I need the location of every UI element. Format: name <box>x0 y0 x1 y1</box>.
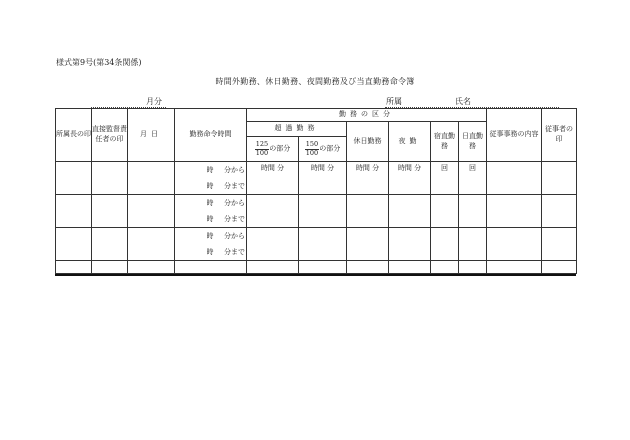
supervisor-seal-cell[interactable] <box>92 228 128 261</box>
overtime-150-cell[interactable] <box>299 195 347 228</box>
chief-seal-cell[interactable] <box>56 228 92 261</box>
supervisor-seal-header: 直接監督責任者の印 <box>92 109 128 162</box>
month-day-header: 月日 <box>128 109 175 162</box>
worker-seal-cell[interactable] <box>542 162 577 195</box>
blank-cell[interactable] <box>487 261 542 274</box>
blank-cell[interactable] <box>389 261 431 274</box>
overtime-125-cell[interactable]: 時間 分 <box>247 162 299 195</box>
month-day-cell[interactable] <box>128 228 175 261</box>
chief-seal-cell[interactable] <box>56 195 92 228</box>
overtime-150-cell[interactable] <box>299 228 347 261</box>
lodging-cell[interactable] <box>431 195 459 228</box>
kubun-header: 勤務の区分 <box>247 109 487 122</box>
supervisor-seal-cell[interactable] <box>92 162 128 195</box>
chief-seal-header: 所属長の印 <box>56 109 92 162</box>
work-time-cell[interactable]: 時 分から 時 分まで <box>175 195 247 228</box>
day-duty-cell[interactable] <box>459 195 487 228</box>
overtime-125-cell[interactable] <box>247 195 299 228</box>
dept-label: 所属 <box>386 97 402 106</box>
blank-cell[interactable] <box>92 261 128 274</box>
supervisor-seal-cell[interactable] <box>92 195 128 228</box>
worker-seal-cell[interactable] <box>542 228 577 261</box>
content-header: 従事事務の内容 <box>487 109 542 162</box>
blank-cell[interactable] <box>247 261 299 274</box>
fraction-150-100: $\frac{150}{100}$ <box>305 140 319 157</box>
holiday-header: 休日勤務 <box>347 122 389 162</box>
blank-cell[interactable] <box>542 261 577 274</box>
holiday-cell[interactable] <box>347 228 389 261</box>
blank-cell[interactable] <box>56 261 92 274</box>
work-time-header: 勤務命令時間 <box>175 109 247 162</box>
month-label: 月分 <box>146 97 162 106</box>
night-header: 夜勤 <box>389 122 431 162</box>
night-cell[interactable] <box>389 195 431 228</box>
night-cell[interactable] <box>389 228 431 261</box>
worker-seal-header: 従事者の印 <box>542 109 577 162</box>
night-cell[interactable]: 時間 分 <box>389 162 431 195</box>
overtime-150-cell[interactable]: 時間 分 <box>299 162 347 195</box>
content-cell[interactable] <box>487 195 542 228</box>
month-day-cell[interactable] <box>128 162 175 195</box>
day-duty-cell[interactable]: 回 <box>459 162 487 195</box>
content-cell[interactable] <box>487 228 542 261</box>
blank-cell[interactable] <box>299 261 347 274</box>
work-time-cell[interactable]: 時 分から 時 分まで <box>175 228 247 261</box>
blank-cell[interactable] <box>347 261 389 274</box>
holiday-cell[interactable] <box>347 195 389 228</box>
overtime-125-cell[interactable] <box>247 228 299 261</box>
day-duty-cell[interactable] <box>459 228 487 261</box>
register-table <box>55 108 577 274</box>
holiday-cell[interactable]: 時間 分 <box>347 162 389 195</box>
content-cell[interactable] <box>487 162 542 195</box>
form-title: 時間外勤務、休日勤務、夜間勤務及び当直勤務命令簿 <box>215 77 415 86</box>
blank-cell[interactable] <box>459 261 487 274</box>
dept-name-line[interactable] <box>385 96 559 108</box>
blank-cell[interactable] <box>128 261 175 274</box>
overtime-header: 超過勤務 <box>247 122 347 137</box>
blank-cell[interactable] <box>431 261 459 274</box>
lodging-cell[interactable] <box>431 228 459 261</box>
chief-seal-cell[interactable] <box>56 162 92 195</box>
fraction-125-100: $\frac{125}{100}$ <box>255 140 269 157</box>
lodging-header: 宿直勤務 <box>431 122 459 162</box>
worker-seal-cell[interactable] <box>542 195 577 228</box>
work-time-cell[interactable]: 時 分から 時 分まで <box>175 162 247 195</box>
lodging-cell[interactable]: 回 <box>431 162 459 195</box>
month-day-cell[interactable] <box>128 195 175 228</box>
bottom-rule <box>55 274 576 276</box>
overtime-125-header: $\frac{125}{100}$ の部分 <box>247 137 299 162</box>
form-number: 様式第9号(第34条関係) <box>56 58 142 67</box>
name-label: 氏名 <box>455 97 471 106</box>
overtime-150-header: $\frac{150}{100}$ の部分 <box>299 137 347 162</box>
blank-cell[interactable] <box>175 261 247 274</box>
day-duty-header: 日直勤務 <box>459 122 487 162</box>
month-line[interactable] <box>91 96 166 108</box>
